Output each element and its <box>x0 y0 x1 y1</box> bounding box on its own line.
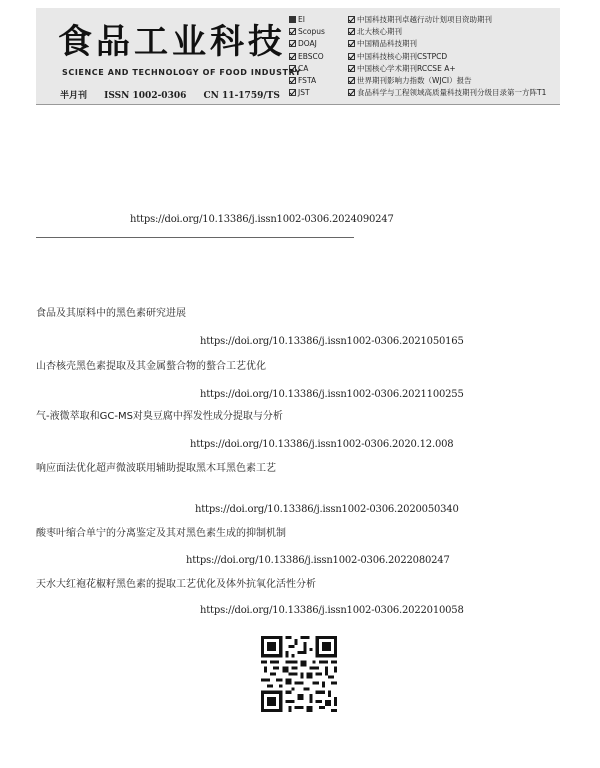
related-article-title: 酸枣叶缩合单宁的分离鉴定及其对黑色素生成的抑制机制 <box>36 528 286 539</box>
checkbox-checked-icon <box>289 40 296 47</box>
checkbox-checked-icon <box>348 53 355 60</box>
issn-bar <box>60 88 294 101</box>
honor-item: 中国科技核心期刊CSTPCD <box>348 51 558 63</box>
database-item: EBSCO <box>289 51 349 63</box>
checkbox-checked-icon <box>289 53 296 60</box>
checkbox-checked-icon <box>289 28 296 35</box>
checkbox-checked-icon <box>348 40 355 47</box>
honor-item: 食品科学与工程领域高质量科技期刊分级目录第一方阵T1 <box>348 87 558 99</box>
checkbox-filled-icon <box>289 16 296 23</box>
related-article-title: 山杏核壳黑色素提取及其金属螯合物的螯合工艺优化 <box>36 361 266 372</box>
database-item: DOAJ <box>289 38 349 50</box>
article-doi-link[interactable]: https://doi.org/10.13386/j.issn1002-0306.2024090247 <box>130 214 394 225</box>
honor-item: 中国精品科技期刊 <box>348 38 558 50</box>
checkbox-checked-icon <box>348 65 355 72</box>
honor-item: 北大核心期刊 <box>348 26 558 38</box>
related-article-doi-link[interactable]: https://doi.org/10.13386/j.issn1002-0306.2021100255 <box>200 389 464 400</box>
issn-label: ISSN 1002-0306 <box>104 91 187 101</box>
doi-divider <box>36 237 354 238</box>
related-article-title: 气-液微萃取和GC-MS对臭豆腐中挥发性成分提取与分析 <box>36 411 283 422</box>
journal-subtitle-en: SCIENCE AND TECHNOLOGY OF FOOD INDUSTRY <box>62 68 302 77</box>
database-item: Scopus <box>289 26 349 38</box>
qr-code-icon <box>261 636 337 712</box>
journal-header <box>36 8 560 104</box>
related-article-doi-link[interactable]: https://doi.org/10.13386/j.issn1002-0306.2021050165 <box>200 336 464 347</box>
checkbox-checked-icon <box>348 89 355 96</box>
checkbox-checked-icon <box>289 77 296 84</box>
database-item: CA <box>289 63 349 75</box>
cn-label: CN 11-1759/TS <box>203 91 280 101</box>
journal-logo: 食品工业科技 <box>58 22 286 62</box>
related-article-doi-link[interactable]: https://doi.org/10.13386/j.issn1002-0306.2020.12.008 <box>190 439 454 450</box>
checkbox-checked-icon <box>348 16 355 23</box>
related-article-title: 食品及其原料中的黑色素研究进展 <box>36 308 186 319</box>
checkbox-checked-icon <box>348 77 355 84</box>
database-item: FSTA <box>289 75 349 87</box>
related-article-title: 天水大红袍花椒籽黑色素的提取工艺优化及体外抗氧化活性分析 <box>36 579 316 590</box>
database-item: JST <box>289 87 349 99</box>
related-article-doi-link[interactable]: https://doi.org/10.13386/j.issn1002-0306.2022080247 <box>186 555 450 566</box>
related-article-doi-link[interactable]: https://doi.org/10.13386/j.issn1002-0306.2020050340 <box>195 504 459 515</box>
database-list <box>289 14 349 99</box>
database-item: EI <box>289 14 349 26</box>
related-article-doi-link[interactable]: https://doi.org/10.13386/j.issn1002-0306.2022010058 <box>200 605 464 616</box>
honor-list <box>348 14 558 99</box>
honor-item: 世界期刊影响力指数（WJCI）报告 <box>348 75 558 87</box>
honor-item: 中国科技期刊卓越行动计划项目资助期刊 <box>348 14 558 26</box>
checkbox-checked-icon <box>289 65 296 72</box>
checkbox-checked-icon <box>289 89 296 96</box>
frequency-label: 半月刊 <box>60 91 88 101</box>
related-article-title: 响应面法优化超声微波联用辅助提取黑木耳黑色素工艺 <box>36 463 276 474</box>
honor-item: 中国核心学术期刊RCCSE A+ <box>348 63 558 75</box>
header-divider <box>36 104 560 105</box>
checkbox-checked-icon <box>348 28 355 35</box>
